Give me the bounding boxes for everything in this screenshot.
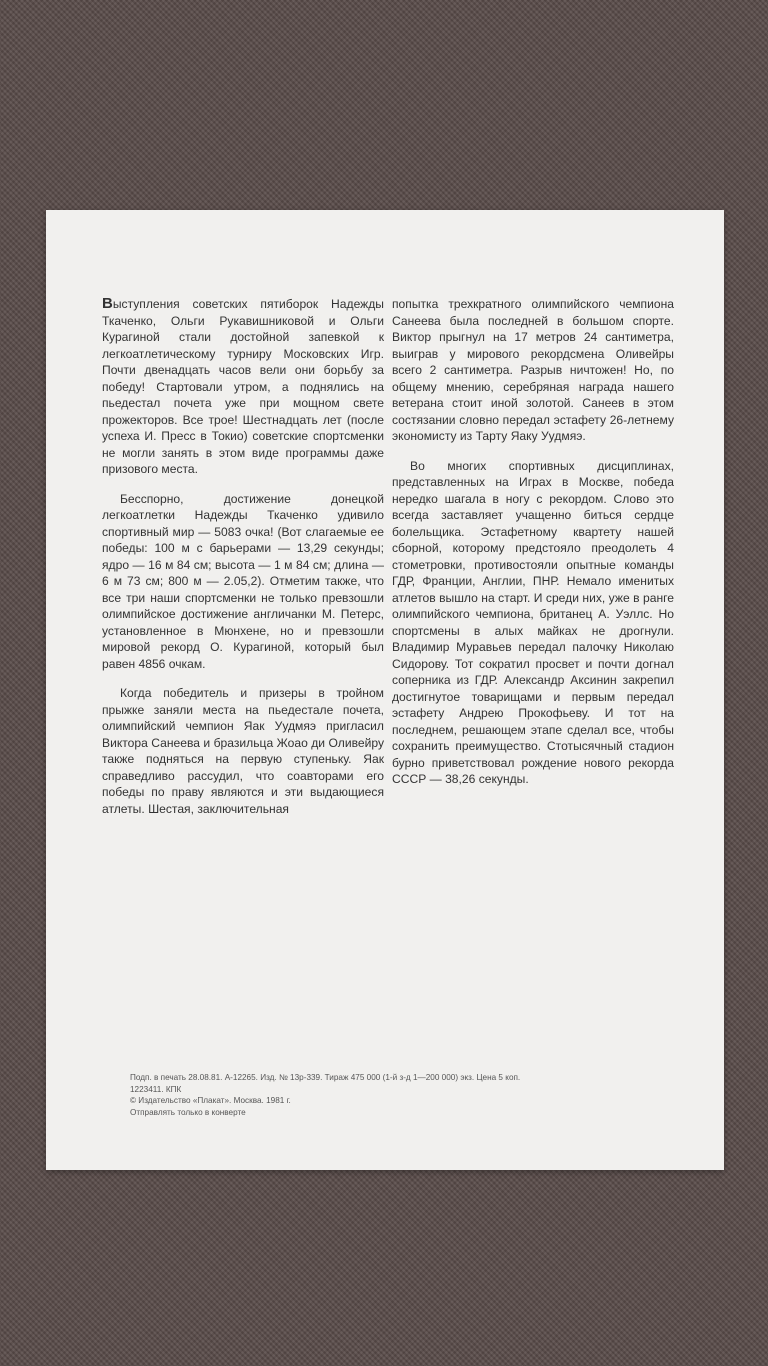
- paragraph-2: Бесспорно, достижение донецкой легкоатлетки Надежды Ткаченко удивило спортивный мир — 5083 очка! (Вот слагаемые ее победы: 100 м с барьерами — 13,29 секунды; ядро — 16 м 84 см; высота — 1 м 84 см; длина — 6 м 73 см; 800 м — 2.05,2). Отметим также, что все три наши спортсменки не только превзошли олимпийское достижение англичанки М. Петерс, установленное в Мюнхене, но и превзошли мировой рекорд О. Курагиной, который был равен 4856 очкам.: [102, 491, 384, 671]
- left-column: [102, 296, 384, 817]
- paragraph-3-continued: попытка трехкратного олимпийского чемпиона Санеева была последней в большом спорте. Виктор прыгнул на 17 метров 24 сантиметра, выиграв у мирового рекордсмена Оливейры всего 2 сантиметра. Разрыв ничтожен! Но, по общему мнению, серебряная награда нашего ветерана стоит иной золотой. Санеев в этом состязании словно передал эстафету 26-летнему экономисту из Тарту Яаку Уудмяэ.: [392, 297, 674, 443]
- drop-cap: В: [102, 295, 113, 312]
- imprint-line-3: © Издательство «Плакат». Москва. 1981 г.: [130, 1096, 291, 1105]
- paragraph-1-text: ыступления советских пятиборок Надежды Ткаченко, Ольги Рукавишниковой и Ольги Курагиной стали достойной запевкой к легкоатлетическому турниру Московских Игр. Почти двенадцать часов вели они борьбу за победу! Стартовали утром, а поднялись на пьедестал почета уже при мощном свете прожекторов. Все трое! Шестнадцать лет (после успеха И. Пресс в Токио) советские спортсменки не могли занять в этом виде программы даже призового места.: [102, 297, 384, 476]
- imprint-line-4: Отправлять только в конверте: [130, 1107, 246, 1117]
- paragraph-3: Когда победитель и призеры в тройном прыжке заняли места на пьедестале почета, олимпийский чемпион Яак Уудмяэ пригласил Виктора Санеева и бразильца Жоао ди Оливейру также подняться на первую ступеньку. Яак справедливо рассудил, что соавторами его победы по праву являются и эти выдающиеся атлеты. Шестая, заключительная: [102, 686, 384, 816]
- paragraph-1: [102, 296, 384, 478]
- imprint-line-2: 1223411. КПК: [130, 1084, 182, 1094]
- imprint-line-1: Подп. в печать 28.08.81. А-12265. Изд. № 13р-339. Тираж 475 000 (1-й з-д 1—200 000) экз. Цена 5 коп.: [130, 1073, 521, 1082]
- paragraph-4: Во многих спортивных дисциплинах, представленных на Играх в Москве, победа нередко шагала в ногу с рекордом. Слово это всегда заставляет учащенно биться сердце болельщика. Эстафетному квартету нашей сборной, которому предстояло преодолеть 4 стометровки, противостояли опытные команды ГДР, Франции, Англии, ПНР. Немало именитых атлетов вышло на старт. И среди них, уже в ранге олимпийского чемпиона, британец А. Уэллс. Но спортсмены в алых майках не дрогнули. Владимир Муравьев передал палочку Николаю Сидорову. Тот сократил просвет и почти догнал соперника из ГДР. Александр Аксинин закрепил достигнутое товарищами и первым передал эстафету Андрею Прокофьеву. И тот на последнем, решающем этапе сделал все, чтобы сохранить преимущество. Стотысячный стадион бурно приветствовал рождение нового рекорда СССР — 38,26 секунды.: [392, 458, 674, 786]
- publication-imprint: [130, 1072, 690, 1118]
- postcard-back: [46, 210, 724, 1170]
- right-column: [392, 296, 674, 801]
